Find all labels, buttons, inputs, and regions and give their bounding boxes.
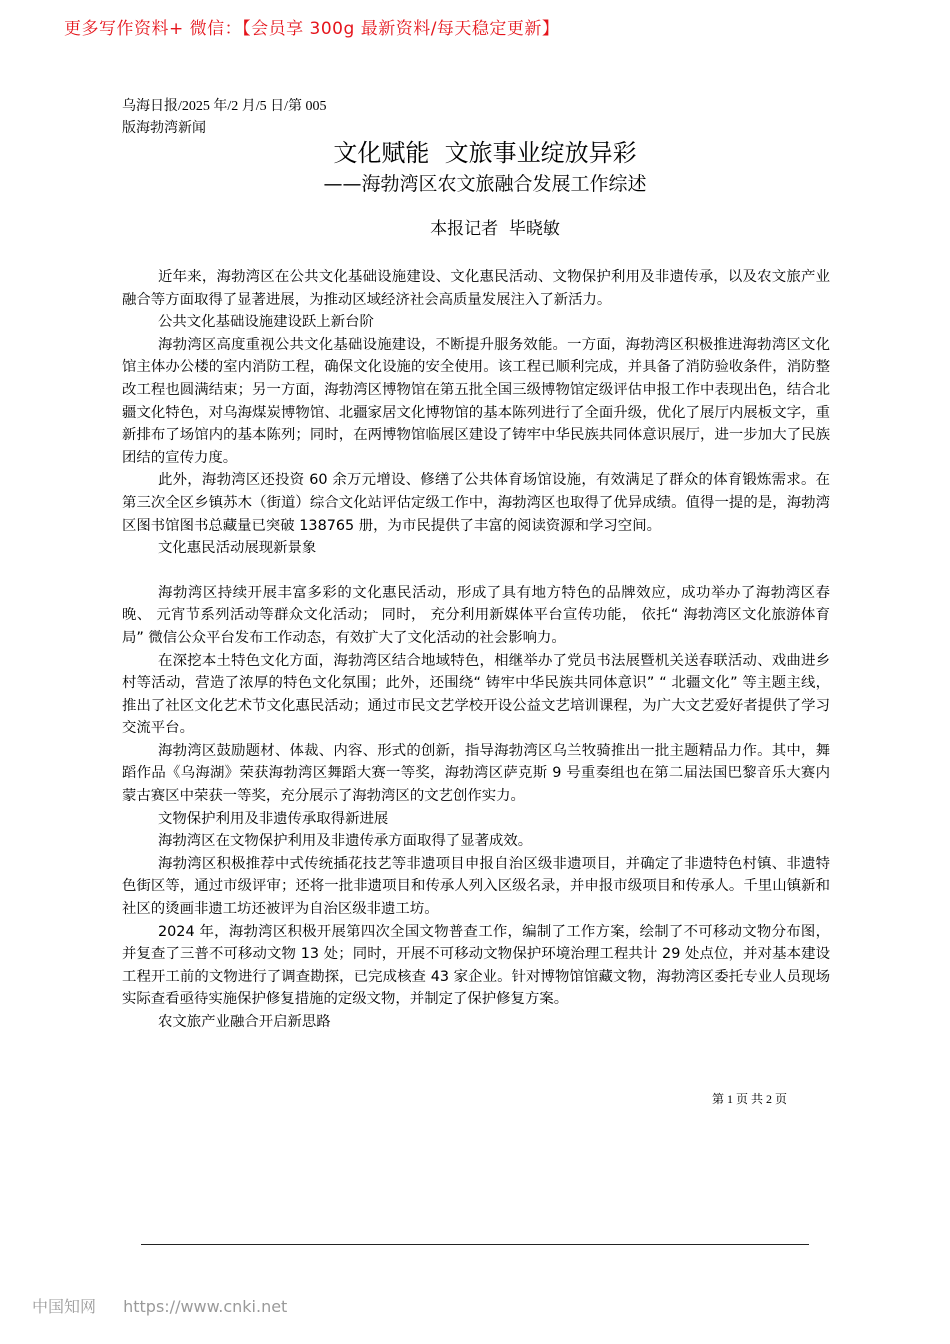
paragraph: 海勃湾区鼓励题材、体裁、内容、形式的创新，指导海勃湾区乌兰牧骑推出一批主题精品力作。其中，舞蹈作品《乌海湖》荣获海勃湾区舞蹈大赛一等奖，海勃湾区萨克斯 9 号重奏组也在第二届法国巴黎音乐大赛内蒙古赛区中荣获一等奖，充分展示了海勃湾区的文艺创作实力。: [122, 742, 830, 805]
paragraph: 此外，海勃湾区还投资 60 余万元增设、修缮了公共体育场馆设施，有效满足了群众的体育锻炼需求。在第三次全区乡镇苏木（街道）综合文化站评估定级工作中，海勃湾区也取得了优异成绩。值得一提的是，海勃湾区图书馆图书总藏量已突破 138765 册，为市民提供了丰富的阅读资源和学习空间。: [122, 472, 830, 534]
paragraph: 海勃湾区高度重视公共文化基础设施建设，不断提升服务效能。一方面，海勃湾区积极推进海勃湾区文化馆主体办公楼的室内消防工程，确保文化设施的安全使用。该工程已顺利完成，并具备了消防验收条件，消防整改工程也圆满结束；另一方面，海勃湾区博物馆在第五批全国三级博物馆定级评估申报工作中表现出色，结合北疆文化特色，对乌海煤炭博物馆、北疆家居文化博物馆的基本陈列进行了全面升级，优化了展厅内展板文字，重新排布了场馆内的基本陈列；同时，在两博物馆临展区建设了铸牢中华民族共同体意识展厅，进一步加大了民族团结的宣传力度。: [122, 336, 830, 466]
article-body: [122, 266, 830, 1034]
footer: [32, 1294, 287, 1317]
cnki-logo-text: 中国知网: [32, 1297, 97, 1316]
article-title: 文化赋能 文旅事业绽放异彩: [333, 139, 637, 167]
promo-banner: 更多写作资料+ 微信：【会员享 300g 最新资料/每天稳定更新】: [64, 19, 560, 39]
section-heading: 公共文化基础设施建设跃上新台阶: [158, 314, 374, 331]
section-heading: 文化惠民活动展现新景象: [158, 540, 317, 557]
footer-url[interactable]: https://www.cnki.net: [123, 1297, 288, 1316]
source-info: [122, 96, 327, 140]
article-subtitle: ——海勃湾区农文旅融合发展工作综述: [323, 173, 647, 195]
footer-divider: [141, 1244, 809, 1245]
section-heading: 农文旅产业融合开启新思路: [158, 1014, 331, 1030]
paragraph: 在深挖本土特色文化方面，海勃湾区结合地域特色，相继举办了党员书法展暨机关送春联活动、戏曲进乡村等活动，营造了浓厚的特色文化氛围；此外，还围绕“ 铸牢中华民族共同体意识” “ 北疆文化” 等主题主线，推出了社区文化艺术节文化惠民活动；通过市民文艺学校开设公益文艺培训课程，为广大文艺爱好者提供了学习交流平台。: [122, 652, 830, 737]
paragraph: 海勃湾区在文物保护利用及非遗传承方面取得了显著成效。: [158, 833, 533, 850]
section-heading: 文物保护利用及非遗传承取得新进展: [158, 810, 389, 827]
source-line-1: 乌海日报/2025 年/2 月/5 日/第 005: [122, 99, 327, 114]
page-indicator: 第 1 页 共 2 页: [712, 1092, 788, 1106]
article-byline: 本报记者 毕晓敏: [430, 219, 560, 239]
paragraph: 海勃湾区积极推荐中式传统插花技艺等非遗项目申报自治区级非遗项目，并确定了非遗特色村镇、非遗特色街区等，通过市级评审；还将一批非遗项目和传承人列入区级名录，并申报市级项目和传承人。千里山镇新和社区的烫画非遗工坊还被评为自治区级非遗工坊。: [122, 855, 830, 918]
source-line-2: 版海勃湾新闻: [122, 121, 206, 136]
paragraph: 海勃湾区持续开展丰富多彩的文化惠民活动，形成了具有地方特色的品牌效应，成功举办了海勃湾区春晚、 元宵节系列活动等群众文化活动； 同时， 充分利用新媒体平台宣传功能， 依托“ 海勃湾区文化旅游体育局” 微信公众平台发布工作动态，有效扩大了文化活动的社会影响力。: [122, 584, 830, 646]
paragraph: 近年来，海勃湾区在公共文化基础设施建设、文化惠民活动、文物保护利用及非遗传承，以及农文旅产业融合等方面取得了显著进展，为推动区域经济社会高质量发展注入了新活力。: [122, 269, 830, 308]
paragraph: 2024 年，海勃湾区积极开展第四次全国文物普查工作，编制了工作方案，绘制了不可移动文物分布图，并复查了三普不可移动文物 13 处；同时，开展不可移动文物保护环境治理工程共计 29 处点位，并对基本建设工程开工前的文物进行了调查勘探，已完成核查 43 家企业。针对博物馆馆藏文物，海勃湾区委托专业人员现场实际查看亟待实施保护修复措施的定级文物，并制定了保护修复方案。: [122, 923, 830, 1008]
